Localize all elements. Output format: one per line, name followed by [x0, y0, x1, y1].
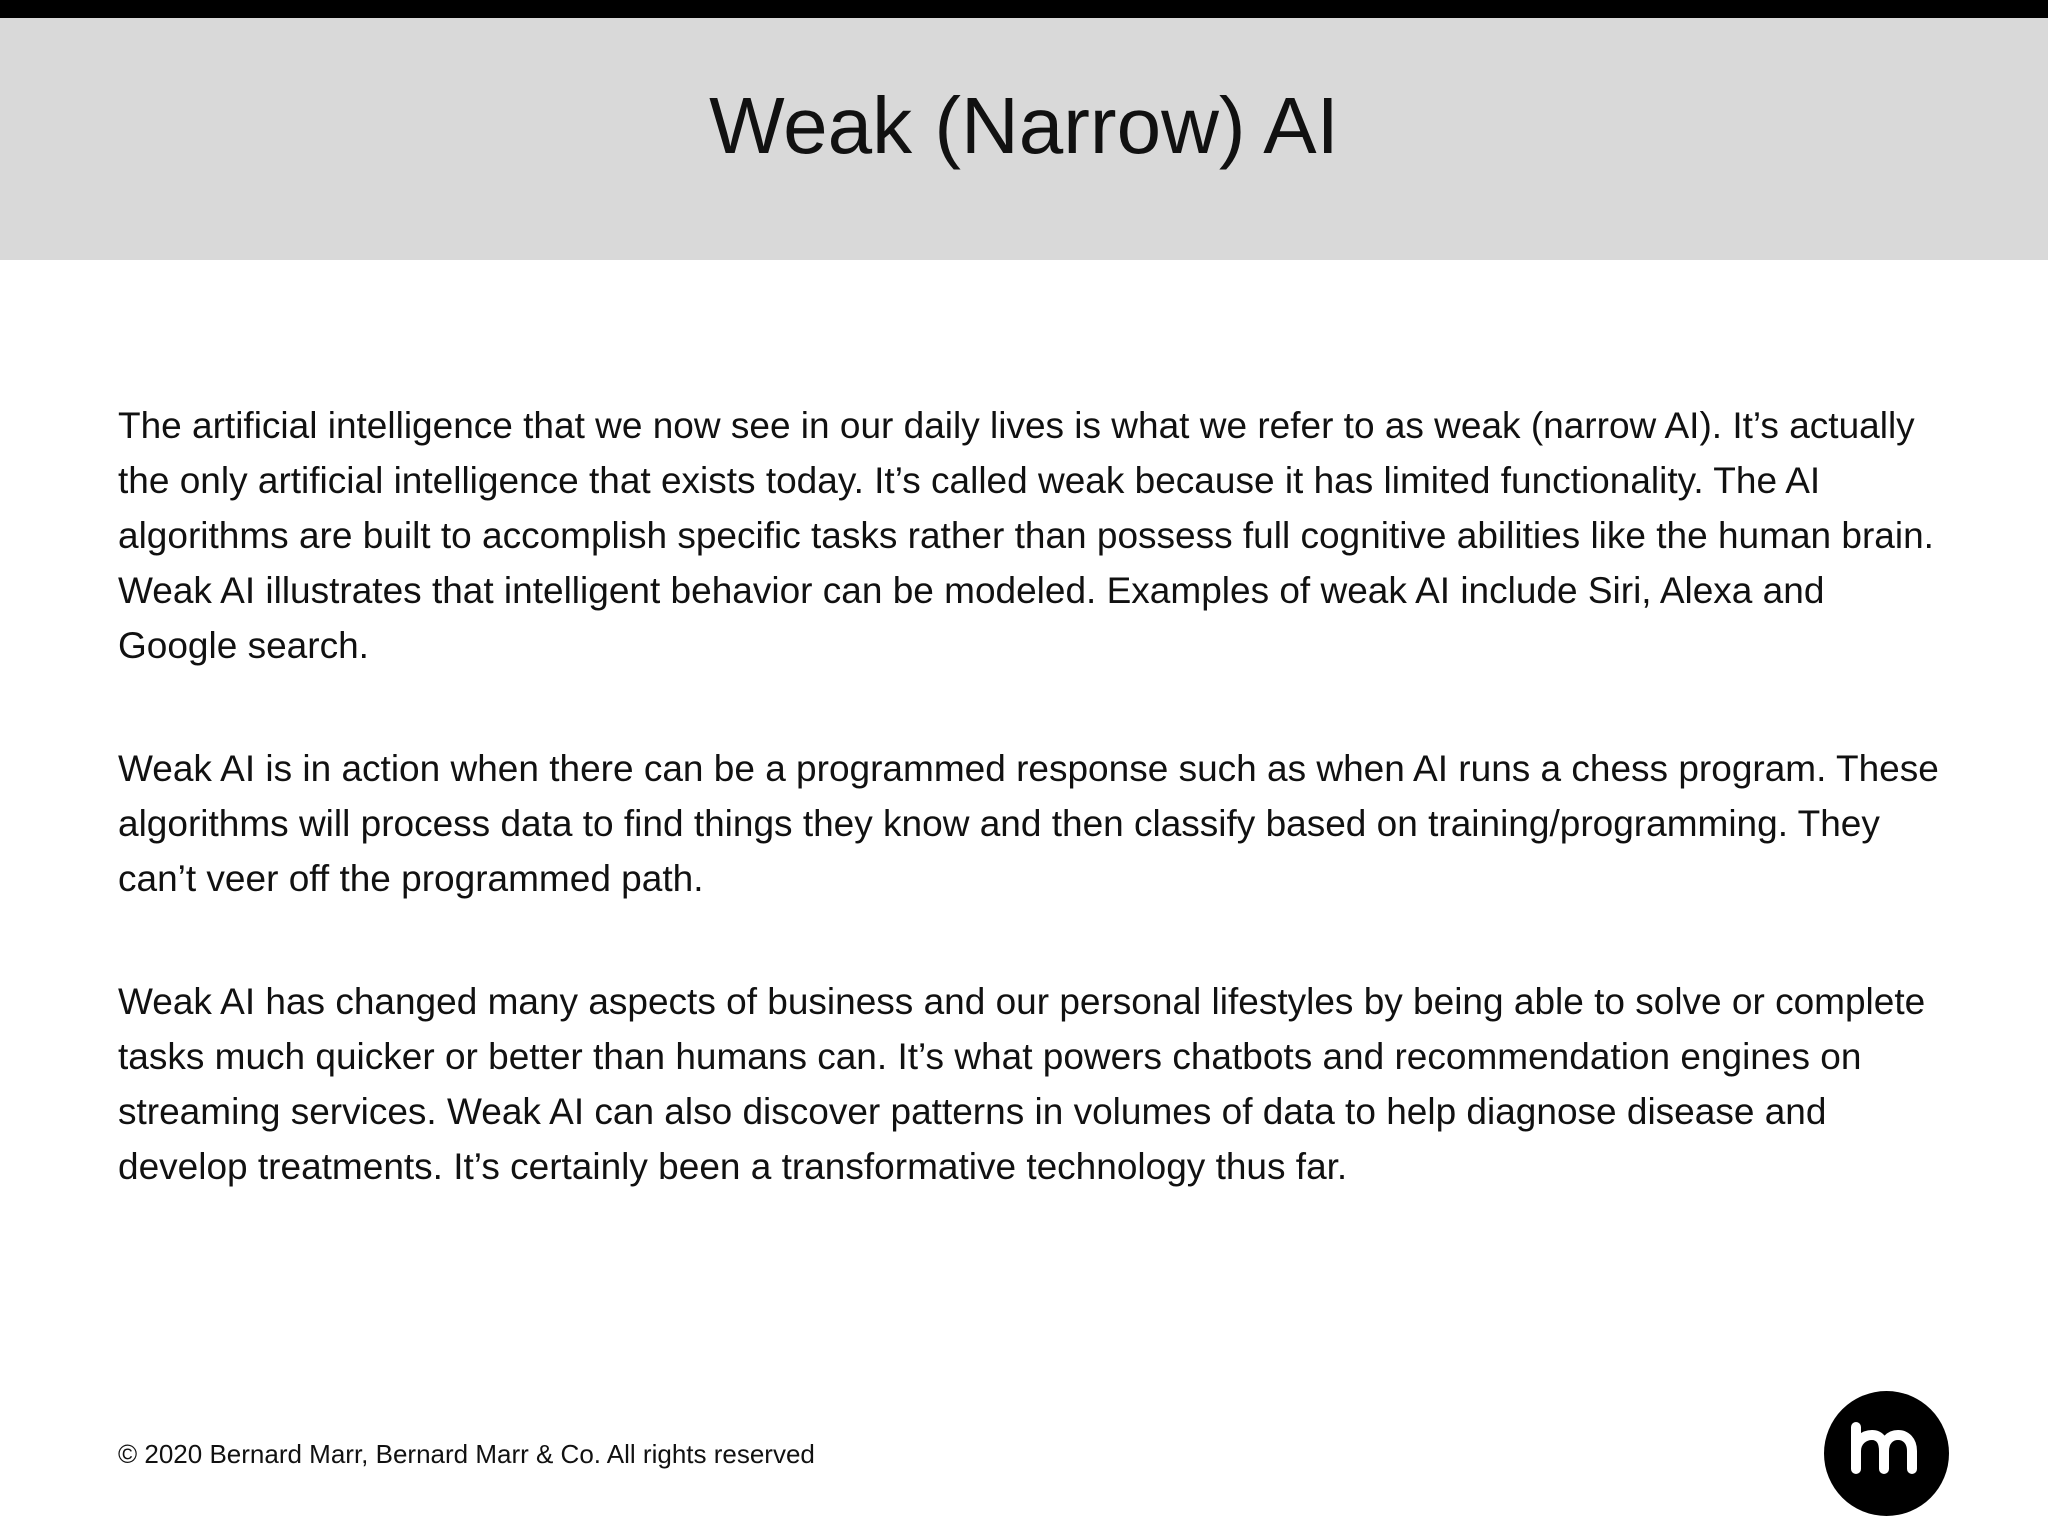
slide-body — [118, 398, 1948, 1262]
body-paragraph-2: Weak AI is in action when there can be a programmed response such as when AI runs a chess program. These algorithms will process data to find things they know and then classify based on training/programming. They can’t veer off the programmed path. — [118, 748, 1939, 899]
bm-logo-icon — [1824, 1391, 1949, 1516]
copyright-footer: © 2020 Bernard Marr, Bernard Marr & Co. All rights reserved — [118, 1439, 815, 1469]
body-paragraph-3: Weak AI has changed many aspects of business and our personal lifestyles by being able to solve or complete tasks much quicker or better than humans can. It’s what powers chatbots and recommendation engines on streaming services. Weak AI can also discover patterns in volumes of data to help diagnose disease and develop treatments. It’s certainly been a transformative technology thus far. — [118, 981, 1926, 1187]
top-black-bar — [0, 0, 2048, 18]
bm-logo-glyph — [1824, 1391, 1949, 1516]
slide-title: Weak (Narrow) AI — [709, 81, 1339, 170]
body-paragraph-1: The artificial intelligence that we now see in our daily lives is what we refer to as weak (narrow AI). It’s actually the only artificial intelligence that exists today. It’s called weak because it has limited functionality. The AI algorithms are built to accomplish specific tasks rather than possess full cognitive abilities like the human brain. Weak AI illustrates that intelligent behavior can be modeled. Examples of weak AI include Siri, Alexa and Google search. — [118, 405, 1934, 666]
